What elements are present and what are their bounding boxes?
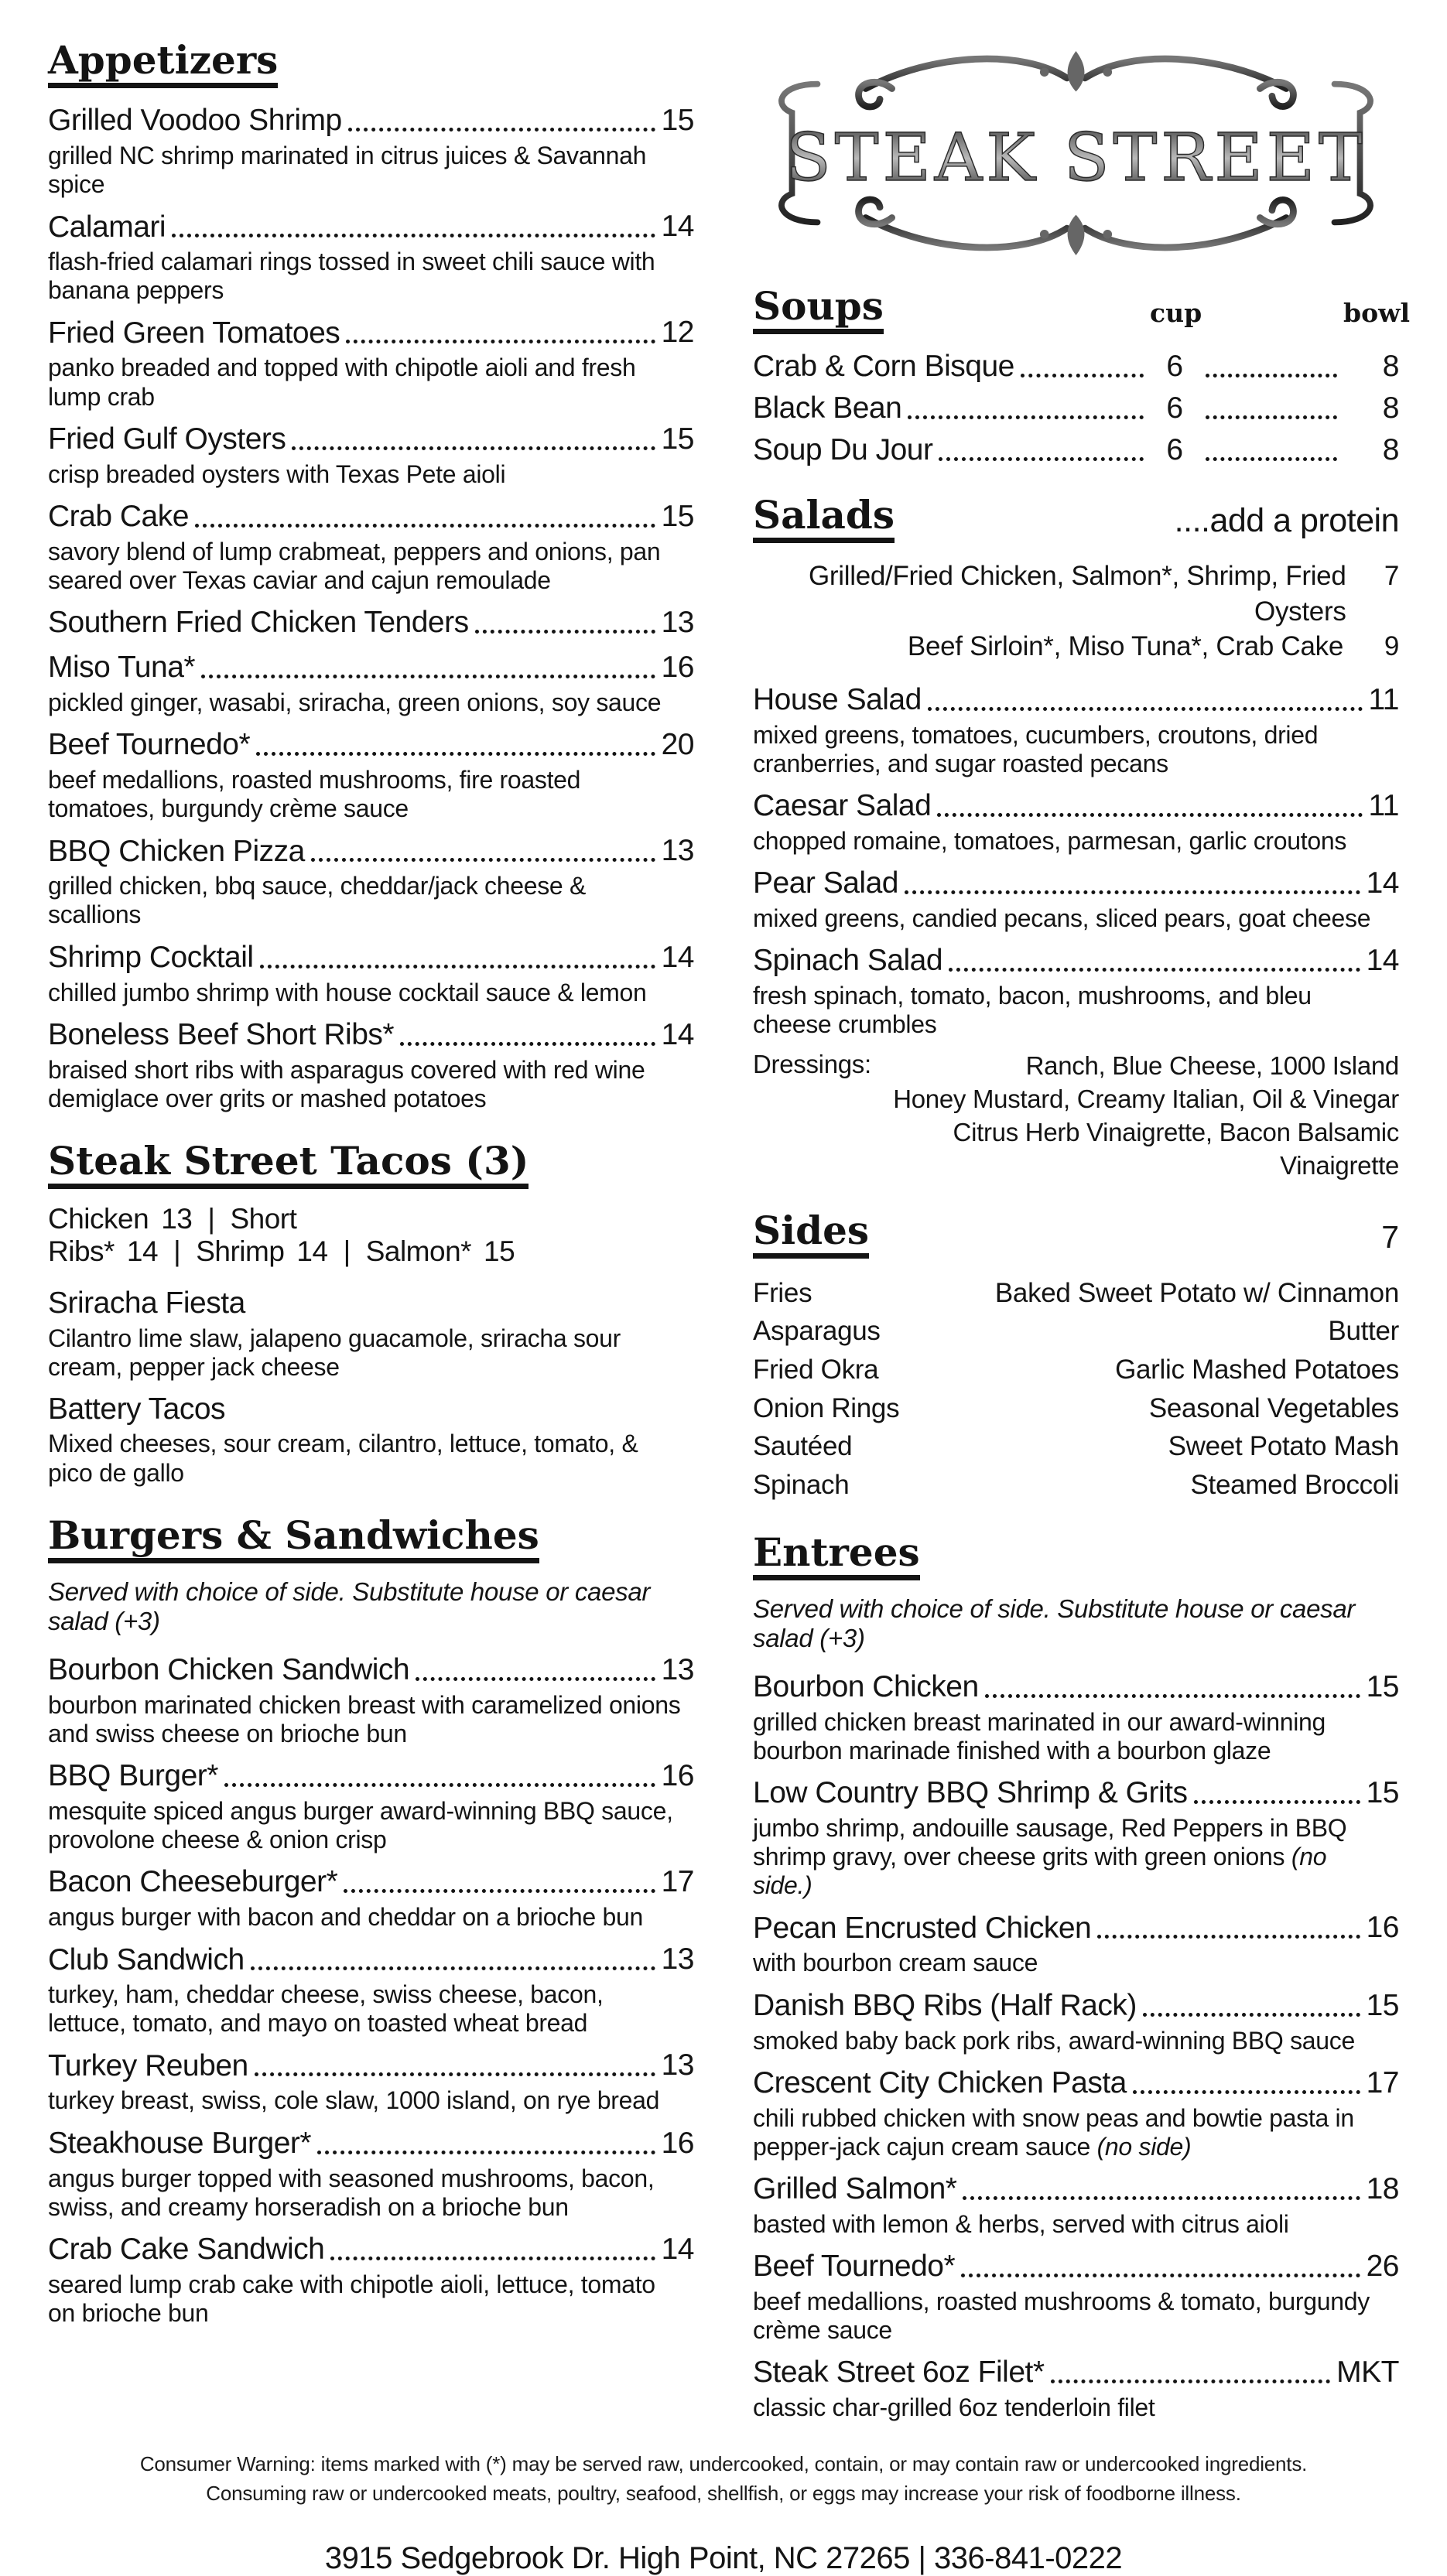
menu-item-price: 13 xyxy=(661,1652,694,1686)
menu-item-name: House Salad xyxy=(753,682,922,716)
menu-item xyxy=(753,2172,1399,2239)
menu-item xyxy=(48,1865,694,1932)
steak-street-logo-art xyxy=(753,40,1399,266)
menu-item-name: Beef Tournedo* xyxy=(48,728,251,762)
menu-item-row xyxy=(48,2233,694,2267)
dotted-leader xyxy=(961,2274,1360,2277)
soup-name: Soup Du Jour xyxy=(753,433,933,467)
dotted-leader xyxy=(172,234,655,237)
dotted-leader xyxy=(928,707,1363,711)
menu-item-desc: crisp breaded oysters with Texas Pete aioli xyxy=(48,460,506,488)
dotted-leader xyxy=(195,524,655,528)
menu-item xyxy=(48,1392,694,1488)
menu-item xyxy=(48,941,694,1007)
menu-item-name: Miso Tuna* xyxy=(48,651,196,685)
dotted-leader xyxy=(908,415,1144,419)
menu-item-price: 11 xyxy=(1368,788,1399,822)
soups-header xyxy=(753,283,1411,334)
menu-item-price: 16 xyxy=(1366,1911,1399,1945)
menu-item-price: 13 xyxy=(661,834,694,868)
side-item: Sweet Potato Mash xyxy=(1168,1431,1399,1462)
menu-item-price: 15 xyxy=(1366,1776,1399,1810)
menu-footer xyxy=(48,2450,1399,2575)
menu-item-desc: mixed greens, candied pecans, sliced pears, goat cheese xyxy=(753,904,1371,932)
menu-item-name: Southern Fried Chicken Tenders xyxy=(48,606,469,640)
bowl-label: bowl xyxy=(1343,298,1411,328)
menu-item-row xyxy=(48,834,694,868)
sides-header xyxy=(753,1207,1399,1259)
menu-item-row xyxy=(48,728,694,762)
sides-price: 7 xyxy=(1381,1218,1399,1255)
soup-bowl-price: 8 xyxy=(1382,391,1399,425)
consumer-warning-line2: Consuming raw or undercooked meats, poultry, seafood, shellfish, or eggs may increase your risk of foodborne illness. xyxy=(206,2481,1241,2505)
dotted-leader xyxy=(1021,374,1144,378)
menu-item-desc: grilled NC shrimp marinated in citrus juices & Savannah spice xyxy=(48,142,647,199)
menu-item-desc: seared lump crab cake with chipotle aioli, lettuce, tomato on brioche bun xyxy=(48,2270,655,2327)
menu-item-name: Fried Gulf Oysters xyxy=(48,422,286,456)
soup-cup-price: 6 xyxy=(1166,433,1183,466)
menu-item-desc: smoked baby back pork ribs, award-winning BBQ sauce xyxy=(753,2026,1355,2055)
dotted-leader xyxy=(251,1966,655,1970)
menu-item-row xyxy=(753,2250,1399,2284)
dotted-leader xyxy=(1206,457,1337,461)
variant-separator: | xyxy=(343,1235,351,1267)
menu-item-row xyxy=(753,1989,1399,2023)
dressing-option: Ranch, Blue Cheese, 1000 Island xyxy=(1025,1051,1399,1081)
menu-columns xyxy=(48,37,1411,2450)
menu-item-desc: chilled jumbo shrimp with house cocktail sauce & lemon xyxy=(48,978,647,1006)
dotted-leader xyxy=(344,1889,655,1893)
taco-variant xyxy=(366,1235,515,1267)
dotted-leader xyxy=(400,1042,655,1046)
soups-title: Soups xyxy=(753,286,884,334)
restaurant-logo xyxy=(753,40,1399,266)
dressing-option: Honey Mustard, Creamy Italian, Oil & Vinegar xyxy=(893,1085,1399,1114)
menu-item-name: Bacon Cheeseburger* xyxy=(48,1865,338,1899)
menu-item xyxy=(753,944,1399,1039)
menu-item-desc: Mixed cheeses, sour cream, cilantro, lettuce, tomato, & pico de gallo xyxy=(48,1430,638,1487)
menu-item-name: Fried Green Tomatoes xyxy=(48,316,340,350)
menu-item-desc: pickled ginger, wasabi, sriracha, green onions, soy sauce xyxy=(48,688,662,716)
menu-item-name: Club Sandwich xyxy=(48,1942,245,1976)
menu-item-name: Bourbon Chicken xyxy=(753,1670,979,1704)
menu-item-price: 15 xyxy=(1366,1988,1399,2022)
salads-header xyxy=(753,492,1399,543)
add-protein-option xyxy=(753,559,1399,629)
menu-item-price: 13 xyxy=(661,605,694,639)
burgers-note: Served with choice of side. Substitute house or caesar salad (+3) xyxy=(48,1577,651,1635)
tacos-title: Steak Street Tacos (3) xyxy=(48,1141,529,1189)
menu-item xyxy=(753,1776,1399,1900)
menu-item-desc: grilled chicken, bbq sauce, cheddar/jack cheese & scallions xyxy=(48,872,587,929)
menu-item-price: 16 xyxy=(661,650,694,684)
section-burgers xyxy=(48,1512,694,2328)
menu-item-desc: jumbo shrimp, andouille sausage, Red Peppers in BBQ shrimp gravy, over cheese grits with green onions (no side.) xyxy=(753,1814,1347,1900)
menu-item-desc: fresh spinach, tomato, bacon, mushrooms, and bleu cheese crumbles xyxy=(753,981,1312,1039)
dotted-leader xyxy=(475,630,655,634)
menu-item xyxy=(753,1989,1399,2055)
menu-item-desc: grilled chicken breast marinated in our award-winning bourbon marinade finished with a bourbon glaze xyxy=(753,1707,1326,1765)
menu-item-price: 20 xyxy=(661,728,694,762)
dotted-leader xyxy=(1097,1935,1360,1939)
menu-item xyxy=(48,651,694,717)
menu-item-price: 11 xyxy=(1368,682,1399,716)
sides-lists xyxy=(753,1274,1399,1505)
tacos-list xyxy=(48,1286,694,1488)
menu-item-desc: angus burger topped with seasoned mushrooms, bacon, swiss, and creamy horseradish on a brioche bun xyxy=(48,2164,655,2221)
sides-right-list xyxy=(944,1274,1399,1505)
menu-item-price: 14 xyxy=(661,1017,694,1051)
side-item: Garlic Mashed Potatoes xyxy=(1115,1355,1399,1385)
menu-item-name: Caesar Salad xyxy=(753,789,932,823)
side-item: Seasonal Vegetables xyxy=(1148,1392,1399,1423)
soup-cup-price: 6 xyxy=(1166,350,1183,383)
add-protein-option xyxy=(753,629,1399,664)
menu-item-row xyxy=(48,1865,694,1899)
add-protein-options xyxy=(753,559,1399,664)
menu-item-row xyxy=(753,2172,1399,2206)
menu-item-name: Battery Tacos xyxy=(48,1392,226,1426)
menu-item-price: 26 xyxy=(1366,2249,1399,2283)
menu-item-desc: beef medallions, roasted mushrooms, fire roasted tomatoes, burgundy crème sauce xyxy=(48,766,581,823)
menu-item-name: Steak Street 6oz Filet* xyxy=(753,2356,1045,2390)
taco-variant xyxy=(196,1235,327,1267)
menu-item-row xyxy=(753,944,1399,978)
dotted-leader xyxy=(416,1677,655,1681)
right-column xyxy=(753,40,1411,2450)
dotted-leader xyxy=(255,2072,655,2076)
section-tacos xyxy=(48,1137,694,1488)
taco-variant-price: 14 xyxy=(296,1235,328,1267)
menu-item-row xyxy=(48,500,694,534)
dotted-leader xyxy=(1051,2380,1331,2383)
menu-item-row xyxy=(753,789,1399,823)
menu-item xyxy=(48,728,694,823)
menu-item-price: 15 xyxy=(661,104,694,137)
soup-name: Crab & Corn Bisque xyxy=(753,350,1014,384)
menu-item-desc: mixed greens, tomatoes, cucumbers, croutons, dried cranberries, and sugar roasted pecans xyxy=(753,720,1319,777)
menu-item-desc: panko breaded and topped with chipotle aioli and fresh lump crab xyxy=(48,354,636,411)
menu-item-name: Boneless Beef Short Ribs* xyxy=(48,1017,395,1051)
restaurant-address: 3915 Sedgebrook Dr. High Point, NC 27265 | 336-841-0222 xyxy=(324,2540,1123,2575)
soups-list xyxy=(753,350,1399,467)
menu-item-name: Spinach Salad xyxy=(753,944,943,978)
menu-item-name: Steakhouse Burger* xyxy=(48,2126,312,2160)
menu-item-desc: classic char-grilled 6oz tenderloin filet xyxy=(753,2393,1155,2422)
dressings-options xyxy=(871,1050,1399,1183)
menu-item-row xyxy=(753,2356,1399,2390)
entrees-title: Entrees xyxy=(753,1532,920,1580)
menu-item xyxy=(753,866,1399,933)
dotted-leader xyxy=(1206,415,1337,419)
menu-item-name: Pecan Encrusted Chicken xyxy=(753,1911,1092,1945)
menu-item-name: Turkey Reuben xyxy=(48,2048,248,2082)
menu-item-desc: turkey, ham, cheddar cheese, swiss cheese, bacon, lettuce, tomato, and mayo on toasted wheat bread xyxy=(48,1980,604,2038)
menu-item-desc: flash-fried calamari rings tossed in sweet chili sauce with banana peppers xyxy=(48,248,655,305)
menu-item-name: BBQ Chicken Pizza xyxy=(48,834,305,868)
dotted-leader xyxy=(201,675,655,678)
menu-item xyxy=(48,1759,694,1854)
dotted-leader xyxy=(330,2257,655,2260)
menu-item-row xyxy=(48,1392,694,1426)
menu-item-desc: basted with lemon & herbs, served with citrus aioli xyxy=(753,2209,1289,2238)
dotted-leader xyxy=(905,890,1360,894)
menu-item-row xyxy=(753,1776,1399,1810)
menu-item-desc: Cilantro lime slaw, jalapeno guacamole, sriracha sour cream, pepper jack cheese xyxy=(48,1324,621,1381)
menu-item-row xyxy=(48,422,694,456)
menu-item-row xyxy=(48,1942,694,1976)
menu-item xyxy=(48,606,694,640)
menu-item-desc: braised short ribs with asparagus covered with red wine demiglace over grits or mashed potatoes xyxy=(48,1055,645,1112)
dotted-leader xyxy=(937,813,1362,817)
side-item: Sautéed Spinach xyxy=(753,1431,853,1501)
menu-item-desc: angus burger with bacon and cheddar on a brioche bun xyxy=(48,1903,643,1932)
dotted-leader xyxy=(224,1783,655,1787)
menu-item-price: 13 xyxy=(661,2048,694,2082)
menu-item-name: Shrimp Cocktail xyxy=(48,940,254,974)
menu-item-row xyxy=(48,104,694,138)
menu-item-desc: chili rubbed chicken with snow peas and bowtie pasta in pepper-jack cajun cream sauce (no side) xyxy=(753,2103,1354,2161)
dotted-leader xyxy=(256,752,655,756)
menu-item xyxy=(48,1653,694,1748)
menu-item xyxy=(753,2250,1399,2345)
menu-item-row xyxy=(48,316,694,350)
logo-text: STEAK STREET xyxy=(785,119,1367,196)
dotted-leader xyxy=(1206,374,1337,378)
soup-bowl-price: 8 xyxy=(1382,433,1399,466)
soup-size-labels xyxy=(1150,298,1411,334)
menu-item-price: 15 xyxy=(661,422,694,456)
menu-item-name: Crab Cake xyxy=(48,500,189,534)
menu-item-name: Grilled Voodoo Shrimp xyxy=(48,104,342,138)
menu-item-row xyxy=(753,866,1399,900)
side-item: Steamed Broccoli xyxy=(1190,1470,1399,1501)
menu-item xyxy=(48,2127,694,2222)
taco-variant-name: Short Ribs* xyxy=(48,1202,297,1267)
menu-item-desc: bourbon marinated chicken breast with caramelized onions and swiss cheese on brioche bun xyxy=(48,1690,681,1748)
entrees-list xyxy=(753,1670,1399,2422)
menu-item xyxy=(48,316,694,411)
side-item: Baked Sweet Potato w/ Cinnamon Butter xyxy=(994,1277,1399,1347)
soup-row xyxy=(753,391,1399,425)
menu-item-name: Crab Cake Sandwich xyxy=(48,2233,325,2267)
left-column xyxy=(48,37,694,2356)
soup-name: Black Bean xyxy=(753,391,902,425)
dotted-leader xyxy=(949,968,1360,972)
menu-item-row xyxy=(48,2127,694,2161)
menu-item-row xyxy=(48,941,694,975)
dressing-option: Citrus Herb Vinaigrette, Bacon Balsamic Vinaigrette xyxy=(953,1117,1399,1180)
menu-item-name: BBQ Burger* xyxy=(48,1759,218,1793)
menu-item-name: Grilled Salmon* xyxy=(753,2172,957,2206)
menu-item xyxy=(48,834,694,929)
side-item: Fried Okra xyxy=(753,1355,879,1385)
menu-item-row xyxy=(48,1653,694,1687)
menu-item-desc: beef medallions, roasted mushrooms & tomato, burgundy crème sauce xyxy=(753,2287,1370,2345)
menu-item-row xyxy=(48,1759,694,1793)
menu-item xyxy=(48,2048,694,2115)
menu-item-name: Low Country BBQ Shrimp & Grits xyxy=(753,1776,1188,1810)
menu-item xyxy=(753,1670,1399,1765)
menu-item-desc: with bourbon cream sauce xyxy=(753,1949,1038,1977)
menu-item xyxy=(48,500,694,595)
side-item: Onion Rings xyxy=(753,1392,900,1423)
menu-item-price: 17 xyxy=(661,1865,694,1899)
dotted-leader xyxy=(963,2196,1360,2200)
salads-list xyxy=(753,683,1399,1040)
menu-item-price: 16 xyxy=(661,2126,694,2160)
dotted-leader xyxy=(1194,1800,1360,1804)
consumer-warning-line1: Consumer Warning: items marked with (*) may be served raw, undercooked, contain, or may contain raw or undercooked ingredients. xyxy=(139,2452,1308,2476)
menu-item-row xyxy=(48,1286,694,1320)
menu-item-name: Sriracha Fiesta xyxy=(48,1286,245,1320)
menu-item-price: 17 xyxy=(1366,2065,1399,2099)
menu-item-desc: turkey breast, swiss, cole slaw, 1000 island, on rye bread xyxy=(48,2086,660,2115)
menu-item-price: 14 xyxy=(661,940,694,974)
menu-item-price: 15 xyxy=(661,499,694,533)
menu-item-row xyxy=(753,683,1399,717)
menu-item-price: 13 xyxy=(661,1942,694,1976)
menu-item-row xyxy=(48,606,694,640)
menu-item xyxy=(48,422,694,489)
dotted-leader xyxy=(311,858,655,862)
menu-item-row xyxy=(48,210,694,244)
menu-item-price: 14 xyxy=(661,210,694,244)
menu-item-row xyxy=(753,1670,1399,1704)
menu-item xyxy=(48,210,694,305)
menu-item-row xyxy=(48,1018,694,1052)
soup-row xyxy=(753,350,1399,384)
menu-item xyxy=(753,789,1399,856)
menu-item-row xyxy=(753,2066,1399,2100)
dotted-leader xyxy=(1143,2013,1360,2017)
menu-item xyxy=(48,104,694,199)
appetizers-title: Appetizers xyxy=(48,40,278,88)
soup-row xyxy=(753,433,1399,467)
menu-item-price: 15 xyxy=(1366,1669,1399,1703)
side-item: Fries xyxy=(753,1277,812,1308)
menu-item-row xyxy=(753,1911,1399,1945)
soup-cup-price: 6 xyxy=(1166,391,1183,425)
menu-item-row xyxy=(48,2048,694,2082)
menu-item-desc: chopped romaine, tomatoes, parmesan, garlic croutons xyxy=(753,826,1347,855)
section-soups xyxy=(753,283,1411,467)
taco-variant-name: Chicken xyxy=(48,1202,149,1235)
menu-item xyxy=(753,2356,1399,2422)
menu-item-desc: savory blend of lump crabmeat, peppers and onions, pan seared over Texas caviar and cajun remoulade xyxy=(48,537,661,594)
salads-title: Salads xyxy=(753,495,895,543)
menu-item-price: 16 xyxy=(661,1758,694,1792)
appetizers-list xyxy=(48,104,694,1113)
taco-variant-price: 15 xyxy=(484,1235,515,1267)
taco-variants-line xyxy=(48,1203,694,1268)
menu-item xyxy=(48,1286,694,1382)
menu-item-name: Crescent City Chicken Pasta xyxy=(753,2065,1127,2099)
taco-variant-name: Salmon* xyxy=(365,1235,472,1267)
menu-item-price: 18 xyxy=(1366,2171,1399,2205)
section-sides xyxy=(753,1207,1399,1505)
menu-item-name: Pear Salad xyxy=(753,866,898,900)
menu-item-price: MKT xyxy=(1336,2356,1399,2390)
add-protein-price: 7 xyxy=(1384,561,1399,591)
menu-item-price: 14 xyxy=(1366,943,1399,977)
dressings-block xyxy=(753,1050,1399,1183)
menu-item xyxy=(753,2066,1399,2161)
menu-item-name: Beef Tournedo* xyxy=(753,2250,956,2284)
menu-item-price: 12 xyxy=(661,316,694,350)
dotted-leader xyxy=(939,457,1144,461)
logo-top-flourish xyxy=(859,51,1294,107)
taco-variant-price: 13 xyxy=(161,1202,193,1235)
menu-item-desc-note: (no side) xyxy=(1096,2132,1192,2161)
section-appetizers xyxy=(48,37,694,1113)
menu-item-name: Bourbon Chicken Sandwich xyxy=(48,1652,410,1686)
burgers-title: Burgers & Sandwiches xyxy=(48,1515,539,1563)
burgers-list xyxy=(48,1653,694,2328)
menu-item xyxy=(48,2233,694,2328)
dressings-label: Dressings: xyxy=(753,1050,871,1079)
sides-title: Sides xyxy=(753,1211,869,1259)
menu-item-row xyxy=(48,651,694,685)
taco-variant-name: Shrimp xyxy=(196,1235,285,1267)
variant-separator: | xyxy=(173,1235,181,1267)
entrees-note: Served with choice of side. Substitute house or caesar salad (+3) xyxy=(753,1594,1356,1652)
dotted-leader xyxy=(1133,2090,1360,2094)
consumer-warning xyxy=(48,2450,1399,2508)
menu-item-price: 14 xyxy=(661,2232,694,2266)
section-salads xyxy=(753,492,1399,1183)
dotted-leader xyxy=(260,965,655,969)
dotted-leader xyxy=(985,1694,1360,1698)
dotted-leader xyxy=(292,446,655,450)
dotted-leader xyxy=(346,340,655,343)
menu-item xyxy=(753,683,1399,778)
menu-item xyxy=(48,1018,694,1113)
menu-item-name: Calamari xyxy=(48,210,166,244)
sides-left-list xyxy=(753,1274,944,1505)
menu-item-price: 14 xyxy=(1366,866,1399,900)
add-protein-text: Grilled/Fried Chicken, Salmon*, Shrimp, Fried Oysters xyxy=(809,561,1346,627)
dotted-leader xyxy=(348,128,655,132)
add-protein-label: ....add a protein xyxy=(1174,502,1399,539)
menu-item-desc: mesquite spiced angus burger award-winning BBQ sauce, provolone cheese & onion crisp xyxy=(48,1796,673,1853)
menu-item xyxy=(48,1942,694,2038)
soup-bowl-price: 8 xyxy=(1382,350,1399,383)
cup-label: cup xyxy=(1150,298,1202,328)
dotted-leader xyxy=(317,2151,655,2154)
section-entrees xyxy=(753,1529,1399,2422)
add-protein-text: Beef Sirloin*, Miso Tuna*, Crab Cake xyxy=(907,631,1343,661)
menu-item xyxy=(753,1911,1399,1977)
add-protein-price: 9 xyxy=(1384,631,1399,661)
variant-separator: | xyxy=(207,1202,215,1235)
taco-variant-price: 14 xyxy=(126,1235,159,1267)
taco-variant xyxy=(48,1203,192,1235)
side-item: Asparagus xyxy=(753,1316,881,1347)
menu-item-name: Danish BBQ Ribs (Half Rack) xyxy=(753,1988,1137,2022)
menu-item-desc-note: (no side.) xyxy=(753,1843,1327,1900)
